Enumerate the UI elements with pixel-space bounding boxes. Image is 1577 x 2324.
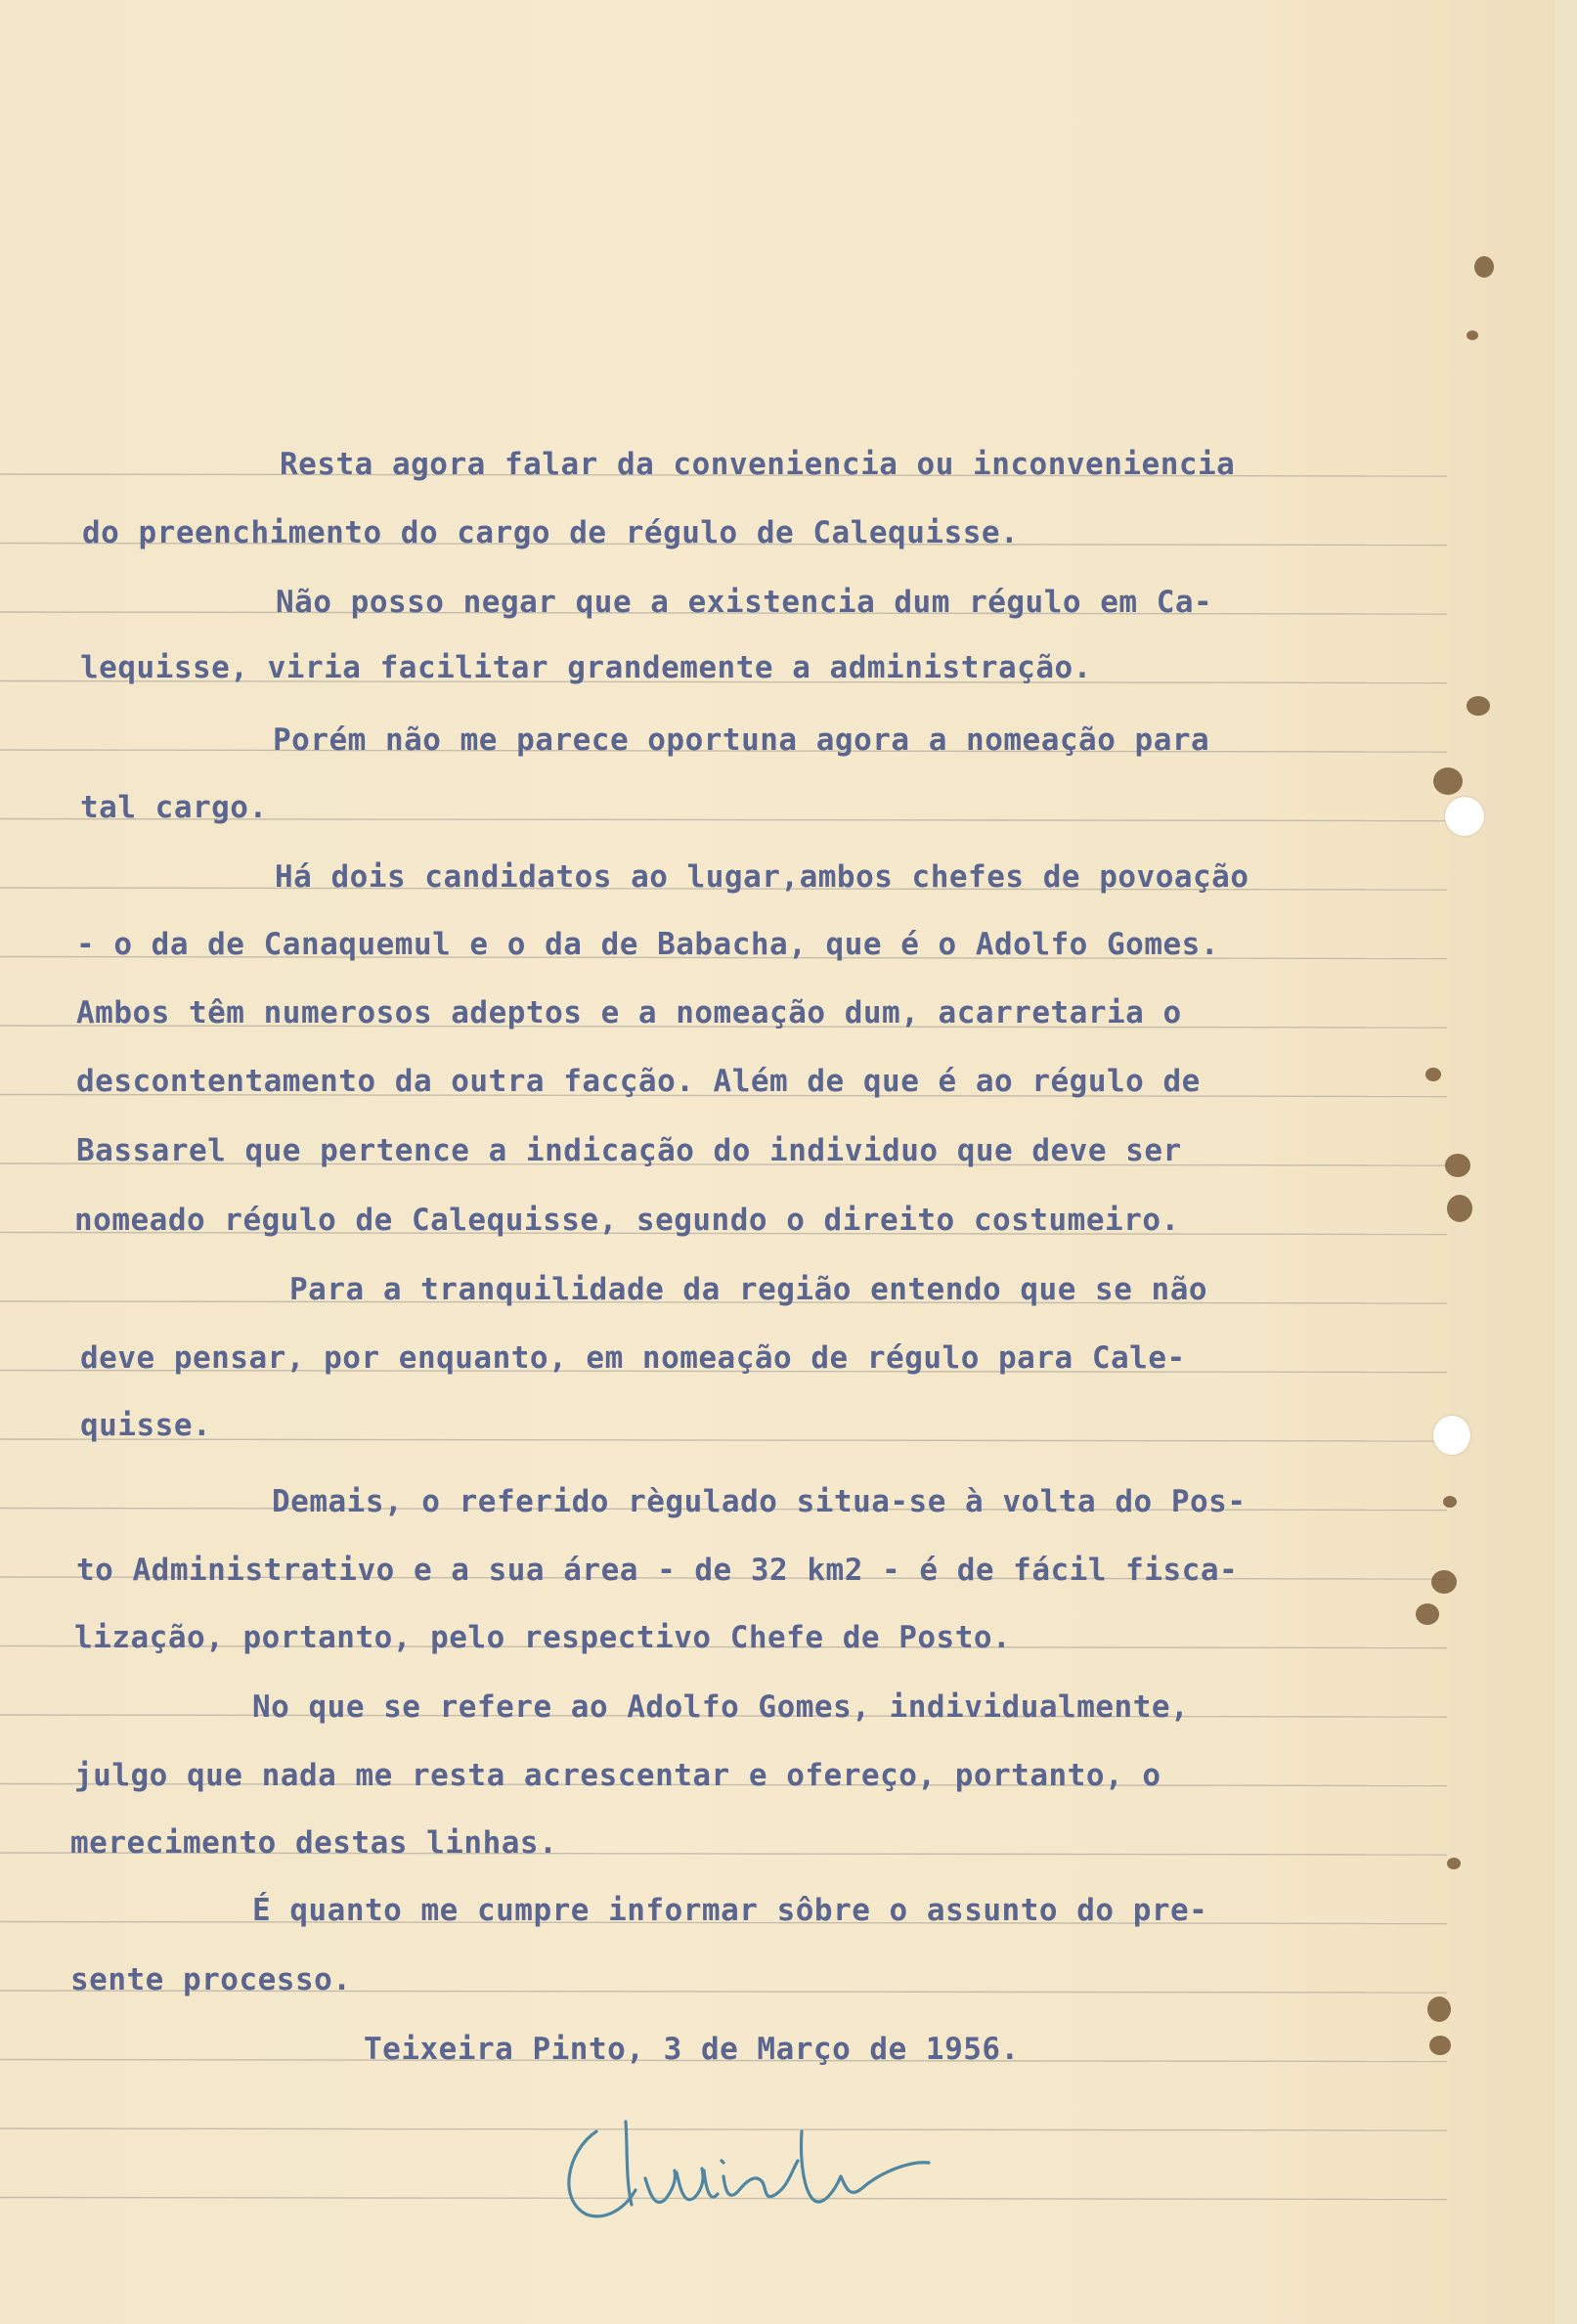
text-line: tal cargo.: [80, 790, 268, 825]
date-line: Teixeira Pinto, 3 de Março de 1956.: [364, 2032, 1020, 2067]
text-line: Bassarel que pertence a indicação do individuo que deve ser: [76, 1133, 1182, 1168]
text-line: - o da de Canaquemul e o da de Babacha, que é o Adolfo Gomes.: [76, 927, 1219, 962]
text-line: descontentamento da outra facção. Além de que é ao régulo de: [76, 1064, 1201, 1099]
text-line: lização, portanto, pelo respectivo Chefe de Posto.: [74, 1620, 1012, 1655]
signature: [557, 2092, 968, 2239]
text-line: Resta agora falar da conveniencia ou inconveniencia: [280, 447, 1236, 482]
text-line: julgo que nada me resta acrescentar e ofereço, portanto, o: [74, 1758, 1161, 1793]
text-line: quisse.: [80, 1408, 212, 1443]
text-line: Há dois candidatos ao lugar,ambos chefes de povoação: [275, 859, 1249, 895]
text-line: É quanto me cumpre informar sôbre o assunto do pre-: [252, 1893, 1208, 1928]
text-line: to Administrativo e a sua área - de 32 km2 - é de fácil fisca-: [76, 1553, 1239, 1588]
text-line: deve pensar, por enquanto, em nomeação de régulo para Cale-: [80, 1340, 1186, 1376]
text-line: sente processo.: [70, 1962, 352, 1997]
text-line: do preenchimento do cargo de régulo de Calequisse.: [82, 515, 1020, 550]
text-line: merecimento destas linhas.: [70, 1825, 558, 1861]
text-line: Ambos têm numerosos adeptos e a nomeação dum, acarretaria o: [76, 995, 1182, 1030]
text-line: nomeado régulo de Calequisse, segundo o direito costumeiro.: [74, 1203, 1180, 1238]
text-line: lequisse, viria facilitar grandemente a administração.: [80, 650, 1092, 685]
text-line: No que se refere ao Adolfo Gomes, individualmente,: [252, 1689, 1190, 1725]
text-line: Demais, o referido règulado situa-se à volta do Pos-: [272, 1484, 1247, 1519]
text-line: Porém não me parece oportuna agora a nomeação para: [273, 723, 1210, 758]
text-line: Não posso negar que a existencia dum régulo em Ca-: [276, 585, 1213, 620]
text-line: Para a tranquilidade da região entendo que se não: [289, 1272, 1208, 1307]
